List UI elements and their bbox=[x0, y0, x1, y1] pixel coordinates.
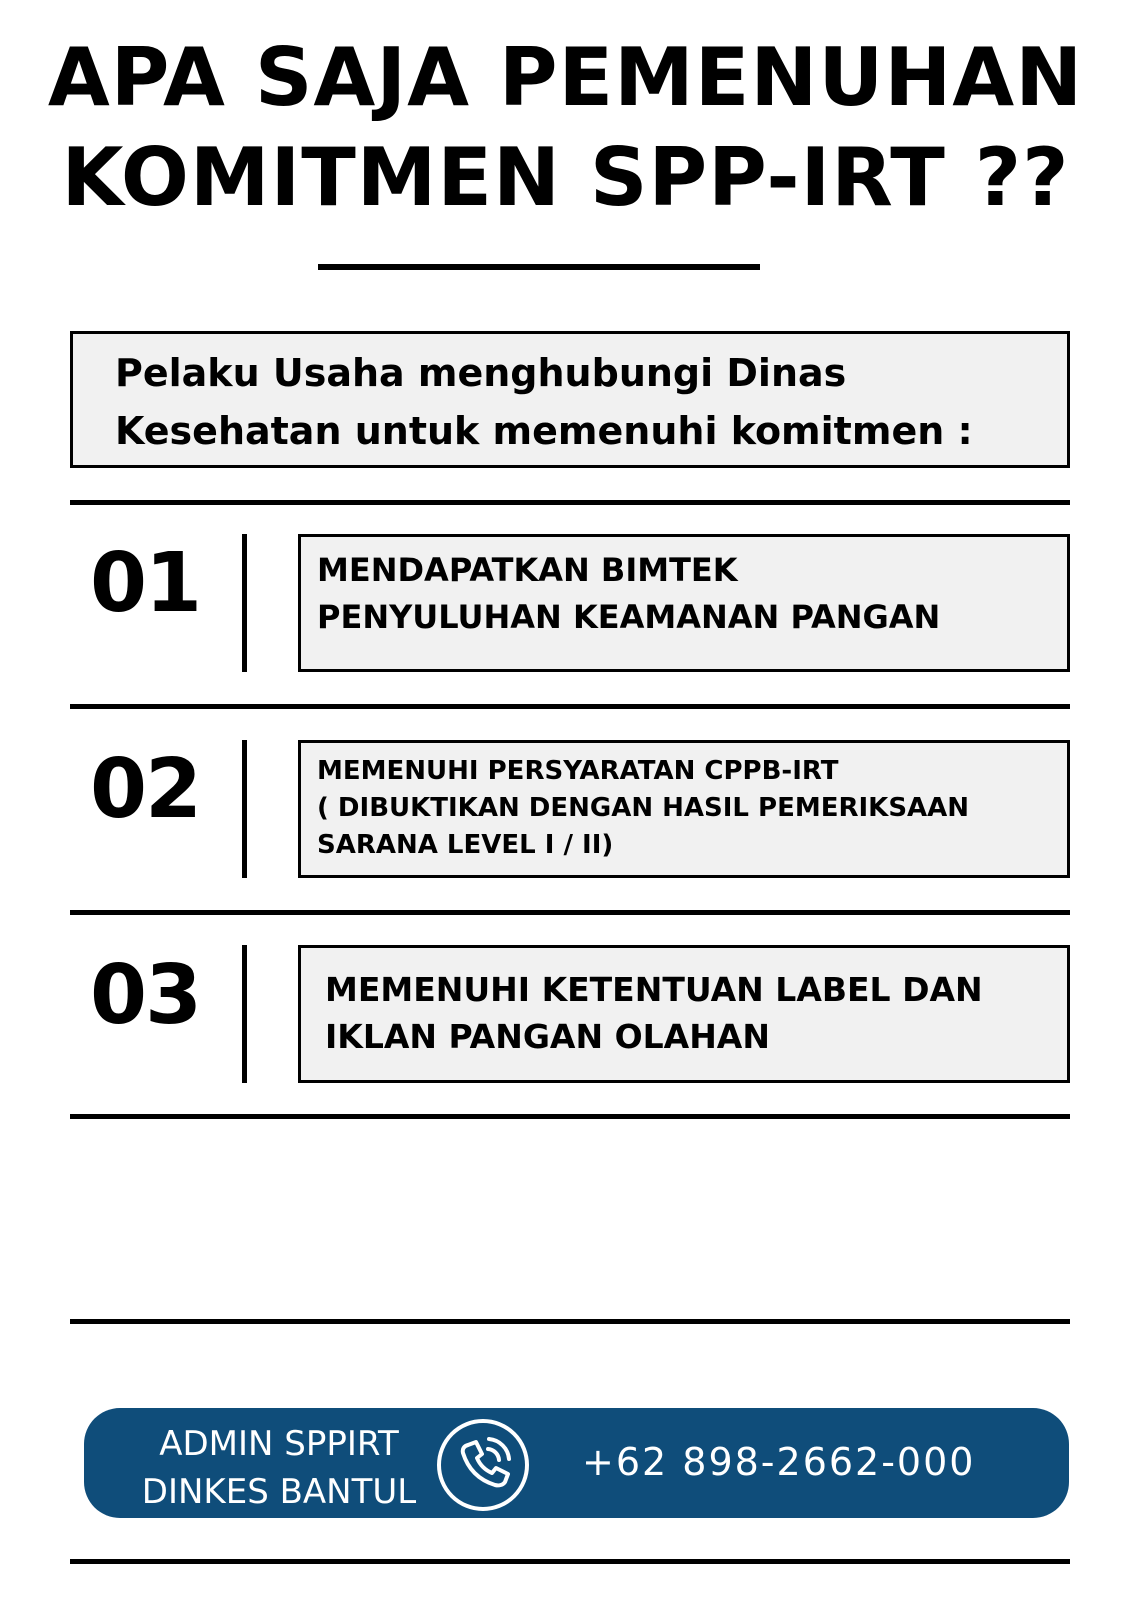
contact-line-1: ADMIN SPPIRT bbox=[159, 1424, 399, 1464]
item-line: ( DIBUKTIKAN DENGAN HASIL PEMERIKSAAN bbox=[317, 793, 970, 823]
item-line: MENDAPATKAN BIMTEK bbox=[317, 551, 738, 589]
item-number: 02 bbox=[90, 742, 201, 837]
item-text bbox=[317, 753, 969, 864]
contact-name bbox=[124, 1420, 434, 1516]
title-underline bbox=[318, 264, 760, 270]
item-number: 01 bbox=[90, 536, 201, 631]
item-box bbox=[298, 534, 1070, 672]
divider bbox=[70, 1114, 1070, 1119]
divider bbox=[70, 704, 1070, 709]
item-number: 03 bbox=[90, 948, 201, 1043]
intro-line-2: Kesehatan untuk memenuhi komitmen : bbox=[115, 409, 973, 453]
divider bbox=[70, 1559, 1070, 1564]
item-box bbox=[298, 740, 1070, 878]
title-line-2: KOMITMEN SPP-IRT ?? bbox=[61, 131, 1070, 224]
divider bbox=[70, 1319, 1070, 1324]
phone-number: +62 898-2662-000 bbox=[582, 1440, 976, 1484]
title-line-1: APA SAJA PEMENUHAN bbox=[47, 31, 1084, 124]
phone-call-icon bbox=[435, 1417, 531, 1513]
page-title bbox=[0, 28, 1131, 228]
intro-box bbox=[70, 331, 1070, 468]
contact-line-2: DINKES BANTUL bbox=[141, 1472, 417, 1512]
item-line: MEMENUHI KETENTUAN LABEL DAN bbox=[325, 970, 983, 1009]
intro-text bbox=[115, 344, 973, 460]
item-separator bbox=[242, 945, 247, 1083]
contact-banner bbox=[84, 1408, 1069, 1518]
divider bbox=[70, 500, 1070, 505]
item-separator bbox=[242, 534, 247, 672]
item-separator bbox=[242, 740, 247, 878]
item-line: PENYULUHAN KEAMANAN PANGAN bbox=[317, 598, 941, 636]
item-text bbox=[317, 547, 940, 641]
item-line: MEMENUHI PERSYARATAN CPPB-IRT bbox=[317, 756, 839, 786]
intro-line-1: Pelaku Usaha menghubungi Dinas bbox=[115, 351, 847, 395]
item-line: IKLAN PANGAN OLAHAN bbox=[325, 1017, 770, 1056]
item-box bbox=[298, 945, 1070, 1083]
item-line: SARANA LEVEL I / II) bbox=[317, 830, 614, 860]
item-text bbox=[325, 966, 983, 1060]
divider bbox=[70, 910, 1070, 915]
